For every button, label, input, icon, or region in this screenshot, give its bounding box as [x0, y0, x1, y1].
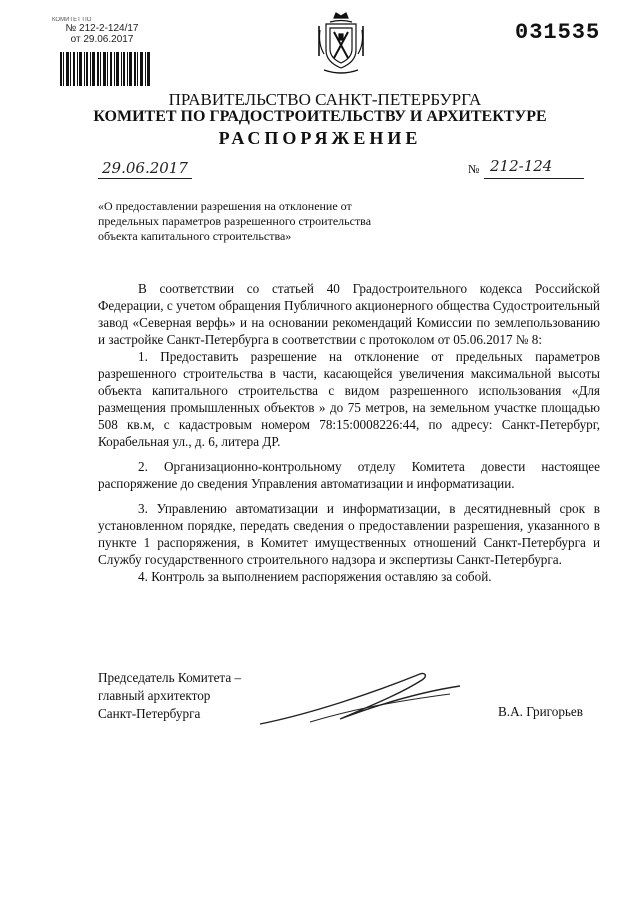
order-body: [98, 280, 600, 585]
item-2-paragraph: 2. Организационно-контрольному отделу Комитета довести настоящее распоряжение до сведения Управления автоматизации и информатизации.: [98, 459, 600, 491]
order-number-label: №: [468, 162, 480, 176]
government-title: ПРАВИТЕЛЬСТВО САНКТ-ПЕТЕРБУРГА: [168, 90, 482, 109]
signatory-name: В.А. Григорьев: [498, 704, 584, 719]
signatory-position-line-2: главный архитектор: [98, 688, 211, 703]
item-4-paragraph: 4. Контроль за выполнением распоряжения оставляю за собой.: [138, 569, 492, 584]
order-subject: «О предоставлении разрешения на отклонение от предельных параметров разрешенного строительства объекта капитального строительства»: [98, 199, 372, 243]
signatory-position-line-3: Санкт-Петербурга: [98, 706, 201, 721]
stamp-date: от 29.06.2017: [70, 34, 134, 45]
barcode-icon: [60, 52, 150, 86]
registration-stamp: [52, 17, 152, 45]
signatory-position-line-1: Председатель Комитета –: [98, 670, 242, 685]
item-1-paragraph: 1. Предоставить разрешение на отклонение от предельных параметров разрешенного строительства в части, касающейся увеличения максимальной высоты объекта капитального строительства с видом разрешенного использования «Для размещения промышленных объектов » до 75 метров, на земельном участке площадью 508 кв.м, с кадастровым номером 78:15:0008226:44, по адресу: Санкт-Петербург, Корабельная ул., д. 6, литера ДР.: [98, 349, 600, 449]
stamp-number: № 212-2-124/17: [65, 23, 139, 34]
order-number: 212-124: [490, 157, 553, 175]
order-date: 29.06.2017: [102, 159, 188, 177]
preamble-paragraph: В соответствии со статьей 40 Градостроительного кодекса Российской Федерации, с учетом обращения Публичного акционерного общества Судостроительный завод «Северная верфь» и на основании рекомендаций Комиссии по землепользованию и застройке Санкт-Петербурга в соответствии с протоколом от 05.06.2017 № 8:: [98, 281, 600, 347]
document-type: РАСПОРЯЖЕНИЕ: [218, 128, 422, 148]
spb-coat-of-arms-icon: [316, 10, 366, 76]
date-underline: [98, 178, 192, 179]
stamp-header: КОМИТЕТ ПО: [52, 17, 92, 23]
signatory-position: [98, 669, 241, 723]
committee-title: КОМИТЕТ ПО ГРАДОСТРОИТЕЛЬСТВУ И АРХИТЕКТУРЕ: [93, 108, 547, 125]
handwritten-signature-icon: [250, 664, 490, 734]
document-serial-number: 031535: [515, 20, 601, 45]
item-3-paragraph: 3. Управлению автоматизации и информатизации, в десятидневный срок в установленном порядке, передать сведения о предоставлении разрешения, указанного в пункте 1 распоряжения, в Комитет имущественных отношений Санкт-Петербурга и Службу государственного строительного надзора и экспертизы Санкт-Петербурга.: [98, 501, 600, 567]
number-underline: [484, 178, 584, 179]
